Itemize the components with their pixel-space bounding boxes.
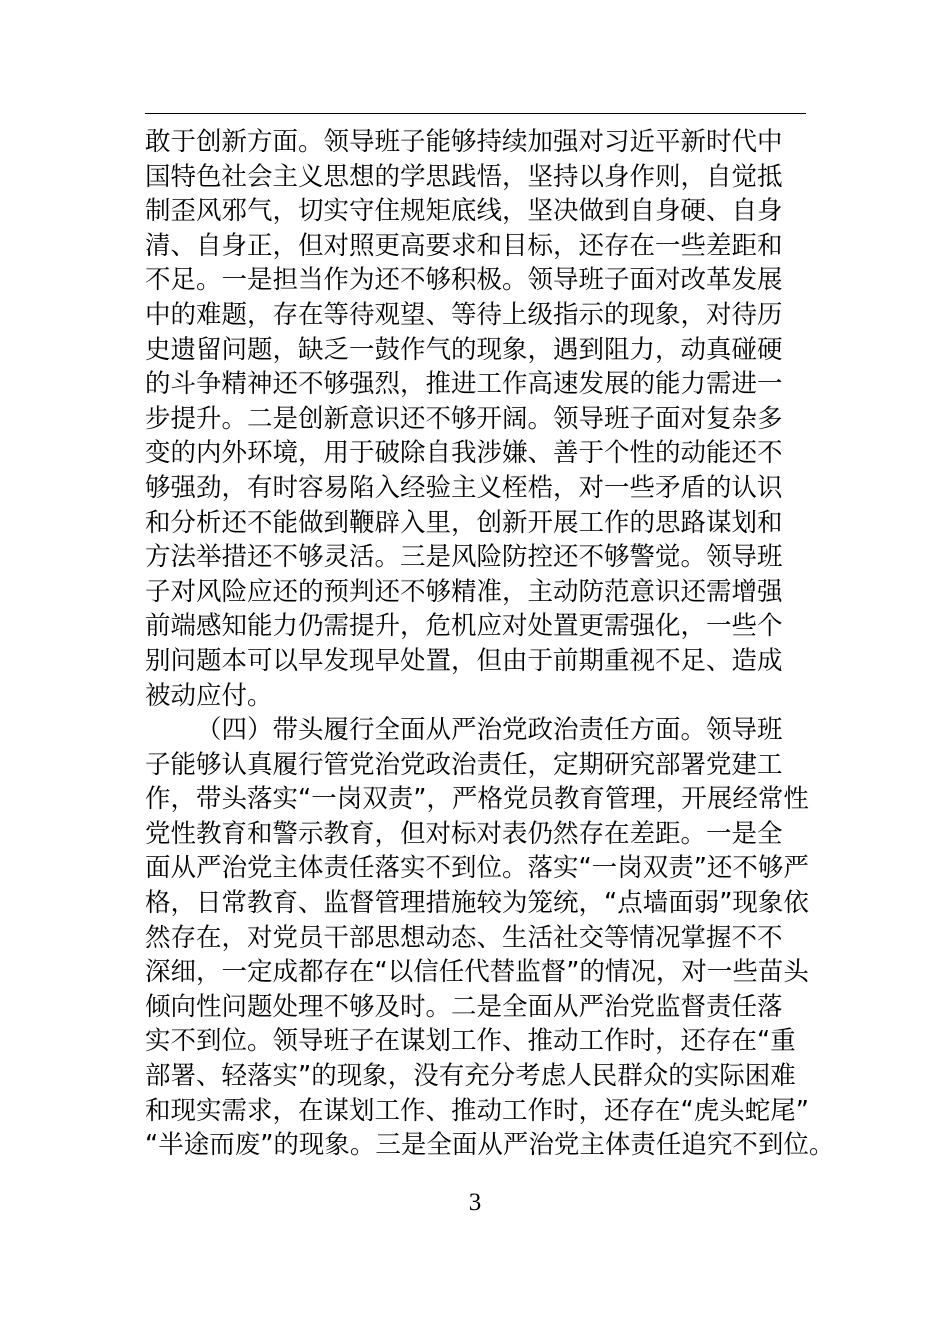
section-heading-line: （四）带头履行全面从严治党政治责任方面。领导班	[196, 715, 783, 746]
text-line: 倾向性问题处理不够及时。二是全面从严治党监督责任落	[145, 991, 783, 1022]
text-line: 格，日常教育、监督管理措施较为笼统，“点墙面弱”现象依	[145, 888, 809, 919]
text-line: 变的内外环境，用于破除自我涉嫌、善于个性的动能还不	[145, 438, 783, 469]
text-line: 的斗争精神还不够强烈，推进工作高速发展的能力需进一	[145, 369, 783, 400]
text-line: 子能够认真履行管党治党政治责任，定期研究部署党建工	[145, 749, 783, 780]
text-line: 和分析还不能做到鞭辟入里，创新开展工作的思路谋划和	[145, 507, 783, 538]
document-body	[145, 125, 835, 1163]
text-line: 前端感知能力仍需提升，危机应对处置更需强化，一些个	[145, 611, 783, 642]
text-line: 步提升。二是创新意识还不够开阔。领导班子面对复杂多	[145, 403, 783, 434]
text-line: 然存在，对党员干部思想动态、生活社交等情况掌握不不	[145, 922, 783, 953]
text-line: 被动应付。	[145, 680, 273, 711]
text-line: 中的难题，存在等待观望、等待上级指示的现象，对待历	[145, 299, 783, 330]
text-line: 清、自身正，但对照更高要求和目标，还存在一些差距和	[145, 230, 783, 261]
text-line: 面从严治党主体责任落实不到位。落实“一岗双责”还不够严	[145, 853, 809, 884]
text-line: 子对风险应还的预判还不够精准，主动防范意识还需增强	[145, 576, 783, 607]
text-line: 深细，一定成都存在“以信任代替监督”的情况，对一些苗头	[145, 957, 809, 988]
text-line: 方法举措还不够灵活。三是风险防控还不够警觉。领导班	[145, 542, 783, 573]
text-line: 史遗留问题，缺乏一鼓作气的现象，遇到阻力，动真碰硬	[145, 334, 783, 365]
text-line: 别问题本可以早发现早处置，但由于前期重视不足、造成	[145, 645, 783, 676]
text-line: 国特色社会主义思想的学思践悟，坚持以身作则，自觉抵	[145, 161, 783, 192]
text-line: “半途而废”的现象。三是全面从严治党主体责任追究不到位。	[145, 1130, 835, 1161]
text-line: 不足。一是担当作为还不够积极。领导班子面对改革发展	[145, 265, 783, 296]
text-line: 实不到位。领导班子在谋划工作、推动工作时，还存在“重	[145, 1026, 796, 1057]
text-line: 作，带头落实“一岗双责”，严格党员教育管理，开展经常性	[145, 784, 809, 815]
text-line: 党性教育和警示教育，但对标对表仍然存在差距。一是全	[145, 818, 783, 849]
header-rule	[145, 113, 806, 114]
page-number: 3	[468, 1189, 482, 1216]
text-line: 部署、轻落实”的现象，没有充分考虑人民群众的实际困难	[145, 1061, 796, 1092]
text-line: 够强劲，有时容易陷入经验主义桎梏，对一些矛盾的认识	[145, 472, 783, 503]
text-line: 制歪风邪气，切实守住规矩底线，坚决做到自身硬、自身	[145, 196, 783, 227]
text-line: 敢于创新方面。领导班子能够持续加强对习近平新时代中	[145, 127, 783, 157]
text-line: 和现实需求，在谋划工作、推动工作时，还存在“虎头蛇尾”	[145, 1095, 809, 1126]
